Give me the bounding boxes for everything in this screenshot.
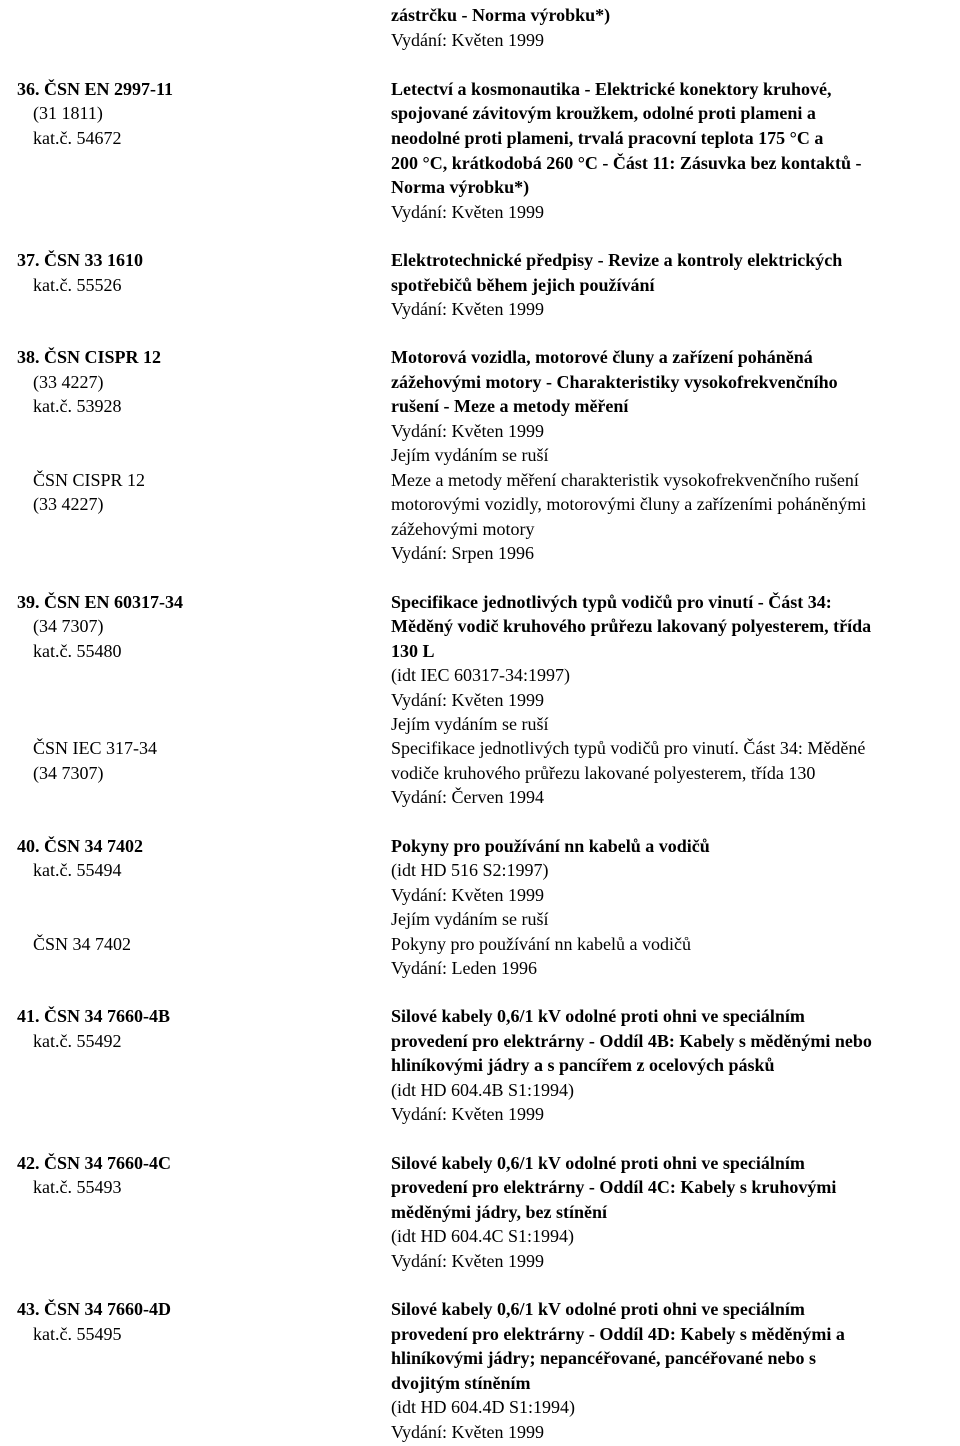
- catalog-number: kat.č. 55495: [33, 1324, 122, 1344]
- entry-title-line: Pokyny pro používání nn kabelů a vodičů: [391, 836, 710, 856]
- entry-title-line: Silové kabely 0,6/1 kV odolné proti ohni ve speciálním: [391, 1006, 805, 1026]
- standard-number: 42. ČSN 34 7660-4C: [17, 1153, 172, 1173]
- class-code: (34 7307): [33, 616, 104, 636]
- replaced-title-line: vodiče kruhového průřezu lakované polyesterem, třída 130: [391, 763, 816, 783]
- replaces-note: Jejím vydáním se ruší: [391, 445, 549, 465]
- issue-date: Vydání: Květen 1999: [391, 202, 544, 222]
- entry-title-line: hliníkovými jádry a s pancířem z ocelových pásků: [391, 1055, 775, 1075]
- entry-title-line: provedení pro elektrárny - Oddíl 4C: Kabely s kruhovými: [391, 1177, 837, 1197]
- replaced-standard-number: ČSN CISPR 12: [33, 470, 146, 490]
- standard-number: 39. ČSN EN 60317-34: [17, 592, 184, 612]
- entry-title-line: dvojitým stíněním: [391, 1373, 531, 1393]
- harmonization-reference: (idt HD 604.4D S1:1994): [391, 1397, 575, 1417]
- replaced-standard-number: ČSN 34 7402: [33, 934, 132, 954]
- harmonization-reference: (idt HD 516 S2:1997): [391, 860, 549, 880]
- entry-title-line: provedení pro elektrárny - Oddíl 4B: Kabely s měděnými nebo: [391, 1031, 872, 1051]
- standard-number: 41. ČSN 34 7660-4B: [17, 1006, 171, 1026]
- harmonization-reference: (idt HD 604.4B S1:1994): [391, 1080, 575, 1100]
- catalog-number: kat.č. 55480: [33, 641, 122, 661]
- class-code: (33 4227): [33, 494, 104, 514]
- entry-text-line: zástrčku - Norma výrobku*): [391, 5, 611, 25]
- entry-title-line: hliníkovými jádry; nepancéřované, pancéřované nebo s: [391, 1348, 817, 1368]
- entry-title-line: 200 °C, krátkodobá 260 °C - Část 11: Zásuvka bez kontaktů -: [391, 153, 862, 173]
- issue-date: Vydání: Květen 1999: [391, 1422, 544, 1442]
- issue-date: Vydání: Květen 1999: [391, 1251, 544, 1271]
- issue-date: Vydání: Květen 1999: [391, 299, 544, 319]
- entry-title-line: rušení - Meze a metody měření: [391, 396, 629, 416]
- replaced-title-line: zážehovými motory: [391, 519, 535, 539]
- entry-title-line: Norma výrobku*): [391, 177, 530, 197]
- entry-title-line: Silové kabely 0,6/1 kV odolné proti ohni ve speciálním: [391, 1299, 805, 1319]
- replaced-title-line: Pokyny pro používání nn kabelů a vodičů: [391, 934, 691, 954]
- issue-date: Vydání: Leden 1996: [391, 958, 537, 978]
- entry-title-line: 130 L: [391, 641, 435, 661]
- issue-date: Vydání: Květen 1999: [391, 885, 544, 905]
- replaces-note: Jejím vydáním se ruší: [391, 714, 549, 734]
- entry-title-line: spojované závitovým kroužkem, odolné proti plameni a: [391, 103, 816, 123]
- class-code: (33 4227): [33, 372, 104, 392]
- catalog-number: kat.č. 55493: [33, 1177, 122, 1197]
- issue-date: Vydání: Květen 1999: [391, 690, 544, 710]
- entry-title-line: Specifikace jednotlivých typů vodičů pro vinutí - Část 34:: [391, 592, 832, 612]
- class-code: (31 1811): [33, 103, 103, 123]
- entry-title-line: zážehovými motory - Charakteristiky vysokofrekvenčního: [391, 372, 838, 392]
- issue-date: Vydání: Květen 1999: [391, 30, 544, 50]
- catalog-number: kat.č. 55494: [33, 860, 122, 880]
- issue-date: Vydání: Červen 1994: [391, 787, 544, 807]
- standard-number: 36. ČSN EN 2997-11: [17, 79, 174, 99]
- catalog-number: kat.č. 55526: [33, 275, 122, 295]
- catalog-number: kat.č. 55492: [33, 1031, 122, 1051]
- standard-number: 43. ČSN 34 7660-4D: [17, 1299, 172, 1319]
- standard-number: 40. ČSN 34 7402: [17, 836, 144, 856]
- standard-number: 38. ČSN CISPR 12: [17, 347, 162, 367]
- entry-title-line: provedení pro elektrárny - Oddíl 4D: Kabely s měděnými a: [391, 1324, 845, 1344]
- entry-title-line: měděnými jádry, bez stínění: [391, 1202, 607, 1222]
- replaced-title-line: motorovými vozidly, motorovými čluny a zařízeními poháněnými: [391, 494, 867, 514]
- catalog-number: kat.č. 54672: [33, 128, 122, 148]
- issue-date: Vydání: Květen 1999: [391, 421, 544, 441]
- entry-title-line: Letectví a kosmonautika - Elektrické konektory kruhové,: [391, 79, 832, 99]
- catalog-number: kat.č. 53928: [33, 396, 122, 416]
- replaced-standard-number: ČSN IEC 317-34: [33, 738, 158, 758]
- entry-title-line: Silové kabely 0,6/1 kV odolné proti ohni ve speciálním: [391, 1153, 805, 1173]
- entry-title-line: neodolné proti plameni, trvalá pracovní teplota 175 °C a: [391, 128, 824, 148]
- issue-date: Vydání: Květen 1999: [391, 1104, 544, 1124]
- entry-title-line: spotřebičů během jejich používání: [391, 275, 655, 295]
- harmonization-reference: (idt IEC 60317-34:1997): [391, 665, 570, 685]
- replaces-note: Jejím vydáním se ruší: [391, 909, 549, 929]
- entry-title-line: Motorová vozidla, motorové čluny a zařízení poháněná: [391, 347, 813, 367]
- entry-title-line: Elektrotechnické předpisy - Revize a kontroly elektrických: [391, 250, 843, 270]
- replaced-title-line: Meze a metody měření charakteristik vysokofrekvenčního rušení: [391, 470, 859, 490]
- entry-title-line: Měděný vodič kruhového průřezu lakovaný polyesterem, třída: [391, 616, 872, 636]
- class-code: (34 7307): [33, 763, 104, 783]
- harmonization-reference: (idt HD 604.4C S1:1994): [391, 1226, 575, 1246]
- standard-number: 37. ČSN 33 1610: [17, 250, 144, 270]
- replaced-title-line: Specifikace jednotlivých typů vodičů pro vinutí. Část 34: Měděné: [391, 738, 866, 758]
- issue-date: Vydání: Srpen 1996: [391, 543, 534, 563]
